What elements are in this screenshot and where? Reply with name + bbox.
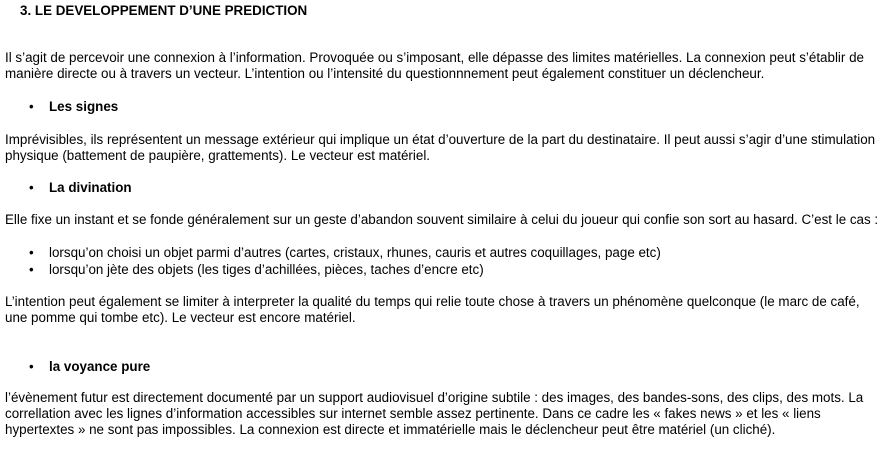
voyance-paragraph: l’évènement futur est directement documenté par un support audiovisuel d’origine subtile : des images, des bandes-sons, des clips, des mots. La correllation avec les lignes d’information accessibles sur internet semble assez pertinente. Dans ce cadre les « fakes news » et les « liens hypertextes » ne sont pas impossibles. La connexion est directe et immatérielle mais le déclencheur peut être matériel (un cliché).	[5, 390, 864, 437]
divination-paragraph-2: L’intention peut également se limiter à interpreter la qualité du temps qui relie toute chose à travers un phénomène quelconque (le marc de café, une pomme qui tombe etc). Le vecteur est encore matériel.	[5, 294, 860, 325]
subheading-label: Les signes	[49, 99, 119, 114]
subheading-signes	[29, 99, 118, 115]
divination-paragraph: Elle fixe un instant et se fonde généralement sur un geste d’abandon souvent similaire à celui du joueur qui confie son sort au hasard. C’est le cas :	[5, 212, 879, 227]
list-item-text: lorsqu’on choisi un objet parmi d’autres (cartes, cristaux, rhunes, cauris et autres coquillages, page etc)	[49, 245, 661, 260]
list-item	[29, 245, 661, 261]
bullet-icon: •	[29, 99, 34, 114]
bullet-icon: •	[29, 359, 34, 374]
subheading-voyance	[29, 359, 150, 375]
subheading-label: La divination	[49, 180, 132, 195]
subheading-divination	[29, 180, 132, 196]
bullet-icon: •	[29, 245, 34, 260]
bullet-icon: •	[29, 262, 34, 277]
signes-paragraph: Imprévisibles, ils représentent un message extérieur qui implique un état d’ouverture de la part du destinataire. Il peut aussi s’agir d’une stimulation physique (battement de paupière, grattements). Le vecteur est matériel.	[5, 132, 876, 163]
subheading-label: la voyance pure	[49, 359, 151, 374]
bullet-icon: •	[29, 180, 34, 195]
section-heading: 3. LE DEVELOPPEMENT D’UNE PREDICTION	[20, 3, 308, 18]
intro-paragraph: Il s’agit de percevoir une connexion à l’information. Provoquée ou s’imposant, elle dépasse des limites matérielles. La connexion peut s’établir de manière directe ou à travers un vecteur. L’intention ou l’intensité du questionnnement peut également constituer un déclencheur.	[5, 50, 864, 81]
list-item-text: lorsqu’on jète des objets (les tiges d’achillées, pièces, taches d’encre etc)	[49, 262, 484, 277]
list-item	[29, 262, 484, 278]
